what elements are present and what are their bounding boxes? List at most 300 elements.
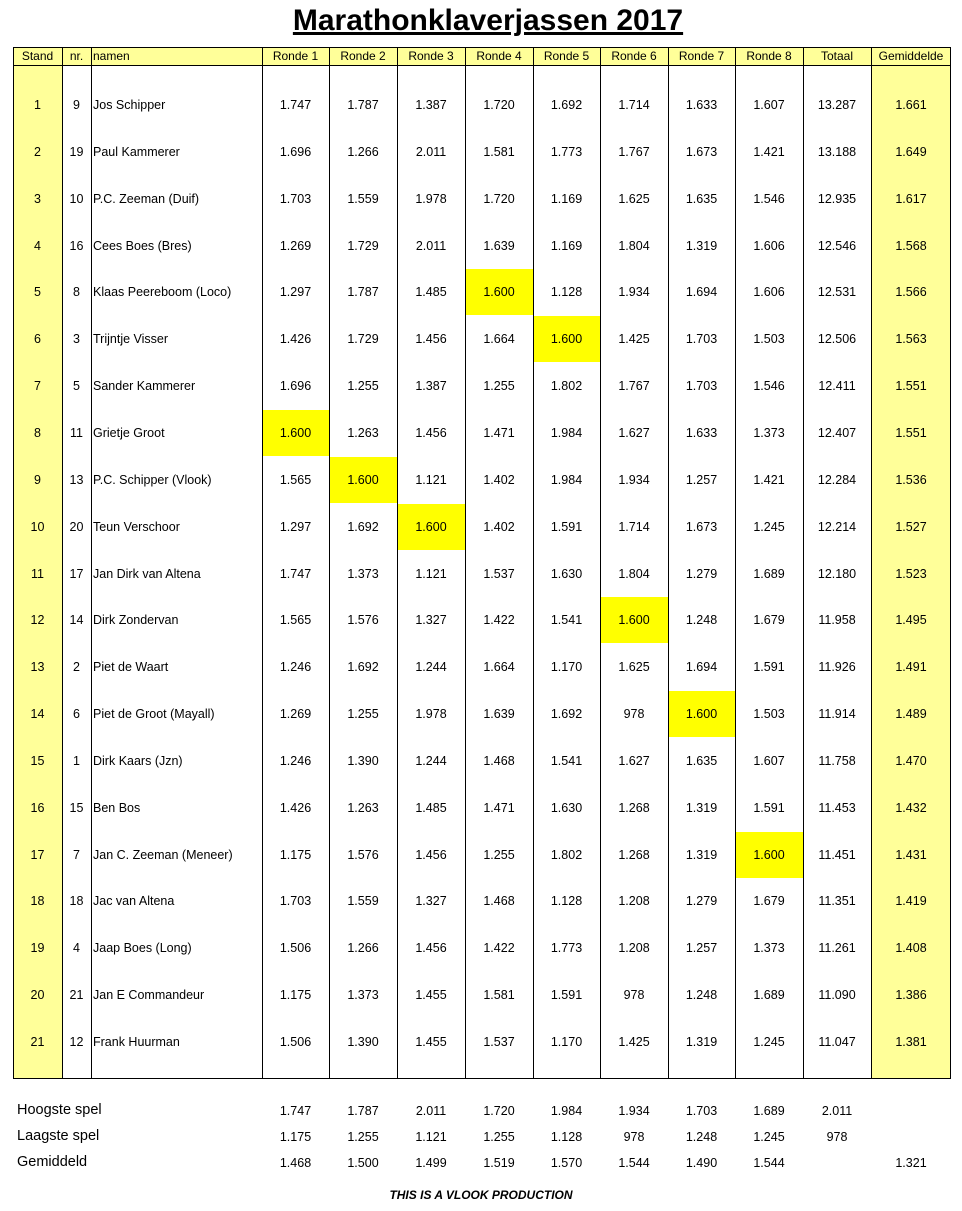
stand-cell: 17 [30,847,45,862]
round-4-cell: 1.581 [483,144,515,159]
round-4-cell: 1.402 [483,472,515,487]
round-1-cell: 1.426 [279,332,312,347]
total-cell: 12.411 [818,379,856,394]
round-5-cell: 1.541 [550,753,583,768]
name-cell: Klaas Peereboom (Loco) [93,285,232,300]
round-1-cell: 1.696 [279,379,312,394]
stand-cell: 5 [34,285,41,300]
highest-score-row-value: 1.787 [347,1104,379,1118]
average-row-value: 1.519 [483,1156,515,1170]
average-cell: 1.495 [895,613,927,628]
round-4-cell: 1.255 [483,847,515,862]
average-row-value: 1.570 [550,1156,583,1170]
round-7-cell: 1.319 [685,800,718,815]
nr-cell: 17 [69,566,84,581]
round-5-cell: 1.591 [550,988,583,1003]
name-cell: Jac van Altena [93,894,175,909]
round-3-cell: 1.455 [415,1035,447,1049]
round-8-cell: 1.503 [753,332,785,347]
round-4-cell: 1.468 [483,753,515,768]
lowest-score-row-label: Laagste spel [17,1128,100,1144]
column-header: Ronde 2 [340,49,386,63]
round-4-cell: 1.664 [483,660,515,675]
name-cell: Grietje Groot [93,425,165,440]
round-5-cell: 1.128 [550,285,583,300]
round-4-cell: 1.422 [483,941,515,956]
round-4-cell: 1.402 [483,519,515,534]
round-2-cell: 1.390 [347,753,379,768]
name-cell: Teun Verschoor [93,519,180,534]
name-cell: Ben Bos [93,800,141,815]
round-5-cell: 1.169 [550,238,583,253]
round-5-cell: 1.170 [550,1035,583,1049]
round-4-cell: 1.581 [483,988,515,1003]
round-1-cell: 1.175 [279,988,312,1003]
total-cell: 13.287 [817,98,857,112]
round-3-cell: 2.011 [415,144,447,159]
average-row-value: 1.500 [347,1156,379,1170]
column-divider [871,47,872,1079]
total-cell: 11.958 [818,613,856,628]
round-1-cell: 1.506 [279,1035,312,1049]
name-cell: Paul Kammerer [93,144,180,159]
column-header: Stand [21,49,54,63]
column-divider [668,47,669,1079]
round-3-cell: 1.121 [415,472,447,487]
nr-cell: 3 [73,332,80,347]
round-4-cell: 1.600 [483,285,515,300]
name-cell: Cees Boes (Bres) [93,238,192,253]
round-4-cell: 1.537 [483,1035,515,1049]
round-6-cell: 1.627 [618,753,650,768]
average-cell: 1.386 [895,988,927,1003]
column-divider [62,47,63,1079]
round-1-cell: 1.565 [279,613,312,628]
round-5-cell: 1.630 [550,566,583,581]
round-2-cell: 1.263 [347,800,379,815]
lowest-score-row-value: 978 [826,1130,848,1144]
round-1-cell: 1.426 [279,800,312,815]
stand-cell: 13 [30,660,45,675]
round-2-cell: 1.692 [347,519,379,534]
column-divider [803,47,804,1079]
column-divider [397,47,398,1079]
round-3-cell: 1.978 [415,191,447,206]
round-7-cell: 1.673 [685,519,718,534]
round-6-cell: 1.268 [618,800,650,815]
round-6-cell: 1.804 [618,566,650,581]
round-8-cell: 1.689 [753,566,785,581]
average-cell: 1.661 [895,98,927,112]
round-3-cell: 1.327 [415,894,447,909]
round-3-cell: 1.456 [415,332,447,347]
average-cell: 1.617 [895,191,927,206]
round-8-cell: 1.689 [753,988,785,1003]
round-6-cell: 978 [623,988,645,1003]
name-cell: Dirk Zondervan [93,613,179,628]
round-6-cell: 978 [623,707,645,722]
round-1-cell: 1.175 [279,847,312,862]
average-row-value: 1.499 [415,1156,447,1170]
average-row-value: 1.544 [618,1156,650,1170]
average-cell: 1.489 [895,707,927,722]
average-row-value: 1.468 [279,1156,312,1170]
round-7-cell: 1.248 [685,613,718,628]
total-cell: 11.090 [818,988,856,1003]
column-header: Ronde 3 [408,49,454,63]
round-8-cell: 1.421 [753,144,785,159]
round-6-cell: 1.767 [618,379,650,394]
round-3-cell: 1.485 [415,285,447,300]
stand-cell: 1 [34,98,41,112]
total-cell: 12.506 [817,332,857,347]
average-row-label: Gemiddeld [17,1154,88,1170]
round-1-cell: 1.246 [279,660,312,675]
average-cell: 1.551 [895,379,927,394]
total-cell: 11.758 [818,753,856,768]
round-1-cell: 1.703 [279,894,312,909]
round-5-cell: 1.773 [550,941,583,956]
round-3-cell: 1.455 [415,988,447,1003]
average-cell: 1.431 [895,847,927,862]
nr-cell: 20 [69,519,84,534]
round-6-cell: 1.600 [618,613,650,628]
average-cell: 1.563 [895,332,927,347]
round-1-cell: 1.246 [279,753,312,768]
round-4-cell: 1.471 [483,800,515,815]
total-cell: 11.914 [818,707,856,722]
average-cell: 1.523 [895,566,927,581]
round-7-cell: 1.673 [685,144,718,159]
column-header: Ronde 4 [476,49,522,63]
average-cell: 1.551 [895,425,927,440]
name-cell: Piet de Groot (Mayall) [93,707,215,722]
average-cell: 1.408 [895,941,927,956]
highest-score-row-value: 1.720 [483,1104,515,1118]
round-8-cell: 1.373 [753,941,785,956]
column-divider [91,47,92,1079]
round-8-cell: 1.606 [753,285,785,300]
round-8-cell: 1.679 [753,613,785,628]
round-2-cell: 1.787 [347,285,379,300]
round-5-cell: 1.128 [550,894,583,909]
total-cell: 12.180 [817,566,857,581]
round-7-cell: 1.319 [685,1035,718,1049]
stand-cell: 8 [34,425,41,440]
round-8-cell: 1.591 [753,800,785,815]
round-4-cell: 1.720 [483,98,515,112]
column-divider [533,47,534,1079]
round-2-cell: 1.373 [347,566,379,581]
round-5-cell: 1.169 [550,191,583,206]
name-cell: Dirk Kaars (Jzn) [93,753,183,768]
column-header: Ronde 5 [543,49,590,63]
stand-cell: 12 [30,613,45,628]
stand-cell: 4 [34,238,41,253]
average-row-value: 1.544 [753,1156,785,1170]
round-7-cell: 1.635 [685,191,718,206]
round-2-cell: 1.692 [347,660,379,675]
highest-score-row-value: 1.703 [685,1104,718,1118]
round-6-cell: 1.767 [618,144,650,159]
round-2-cell: 1.263 [347,425,379,440]
column-header: namen [93,49,130,63]
round-3-cell: 1.244 [415,660,447,675]
column-divider [13,47,14,1079]
row-divider [13,65,951,66]
round-7-cell: 1.319 [685,847,718,862]
round-8-cell: 1.607 [753,753,785,768]
round-2-cell: 1.266 [347,144,379,159]
round-6-cell: 1.804 [618,238,650,253]
round-7-cell: 1.600 [685,707,718,722]
round-3-cell: 1.327 [415,613,447,628]
nr-cell: 19 [69,144,84,159]
stand-cell: 20 [30,988,45,1003]
nr-cell: 1 [73,753,80,768]
round-5-cell: 1.984 [550,472,583,487]
round-1-cell: 1.269 [279,238,312,253]
round-1-cell: 1.747 [279,566,312,581]
name-cell: Jan E Commandeur [93,988,205,1003]
highest-score-row-value: 2.011 [821,1104,853,1118]
nr-cell: 16 [69,238,84,253]
round-5-cell: 1.600 [550,332,583,347]
average-row-value: 1.321 [895,1156,927,1170]
highest-score-row-label: Hoogste spel [17,1102,102,1118]
round-5-cell: 1.802 [550,379,583,394]
round-8-cell: 1.245 [753,519,785,534]
round-8-cell: 1.245 [753,1035,785,1049]
column-divider [600,47,601,1079]
round-2-cell: 1.729 [347,238,379,253]
stand-cell: 15 [30,753,45,768]
stand-cell: 21 [30,1035,45,1049]
average-cell: 1.649 [895,144,927,159]
total-cell: 12.531 [817,285,857,300]
average-row-value: 1.490 [685,1156,718,1170]
total-cell: 12.284 [817,472,857,487]
nr-cell: 4 [73,941,80,956]
nr-cell: 5 [73,379,80,394]
round-2-cell: 1.729 [347,332,379,347]
nr-cell: 8 [73,285,80,300]
stand-cell: 2 [34,144,41,159]
column-divider [329,47,330,1079]
round-2-cell: 1.266 [347,941,379,956]
round-8-cell: 1.373 [753,425,785,440]
round-8-cell: 1.503 [753,707,785,722]
lowest-score-row-value: 1.128 [550,1130,583,1144]
lowest-score-row-value: 1.175 [279,1130,312,1144]
nr-cell: 2 [73,660,80,675]
round-3-cell: 1.456 [415,425,447,440]
lowest-score-row-value: 1.255 [347,1130,379,1144]
name-cell: Jaap Boes (Long) [93,941,192,956]
round-7-cell: 1.248 [685,988,718,1003]
average-cell: 1.527 [895,519,927,534]
round-3-cell: 1.387 [415,379,447,394]
round-5-cell: 1.692 [550,98,583,112]
round-7-cell: 1.257 [685,941,718,956]
round-8-cell: 1.421 [753,472,785,487]
stand-cell: 9 [34,472,41,487]
round-1-cell: 1.297 [279,285,312,300]
round-1-cell: 1.703 [279,191,312,206]
round-4-cell: 1.639 [483,238,515,253]
round-6-cell: 1.425 [618,332,650,347]
round-3-cell: 1.244 [415,753,447,768]
round-5-cell: 1.591 [550,519,583,534]
round-3-cell: 1.485 [415,800,447,815]
row-divider [13,47,951,48]
total-cell: 11.451 [818,847,856,862]
round-7-cell: 1.694 [685,285,718,300]
average-cell: 1.381 [895,1035,927,1049]
total-cell: 12.546 [817,238,857,253]
round-2-cell: 1.373 [347,988,379,1003]
round-4-cell: 1.471 [483,425,515,440]
stand-cell: 3 [34,191,41,206]
round-6-cell: 1.625 [618,191,650,206]
name-cell: Jan C. Zeeman (Meneer) [93,847,233,862]
stand-cell: 19 [30,941,45,956]
nr-cell: 13 [69,472,84,487]
total-cell: 11.351 [818,894,856,909]
round-2-cell: 1.600 [347,472,379,487]
column-divider [950,47,951,1079]
round-6-cell: 1.934 [618,472,650,487]
round-1-cell: 1.297 [279,519,312,534]
round-5-cell: 1.692 [550,707,583,722]
stand-cell: 10 [30,519,45,534]
round-7-cell: 1.694 [685,660,718,675]
average-cell: 1.566 [895,285,927,300]
stand-cell: 11 [31,566,44,581]
round-1-cell: 1.269 [279,707,312,722]
round-1-cell: 1.565 [279,472,312,487]
nr-cell: 15 [69,800,84,815]
round-1-cell: 1.696 [279,144,312,159]
results-table [13,47,951,1079]
credit-text: THIS IS A VLOOK PRODUCTION [389,1188,573,1202]
round-8-cell: 1.606 [753,238,785,253]
round-5-cell: 1.773 [550,144,583,159]
lowest-score-row-value: 1.248 [685,1130,718,1144]
lowest-score-row-value: 1.121 [415,1130,447,1144]
round-4-cell: 1.639 [483,707,515,722]
lowest-score-row-value: 978 [623,1130,645,1144]
name-cell: Piet de Waart [93,660,169,675]
round-3-cell: 1.978 [415,707,447,722]
round-1-cell: 1.506 [279,941,312,956]
round-7-cell: 1.633 [685,98,718,112]
total-cell: 11.047 [818,1035,856,1049]
round-3-cell: 1.456 [415,847,447,862]
round-2-cell: 1.559 [347,191,379,206]
column-header: Totaal [820,49,854,63]
highest-score-row-value: 2.011 [415,1104,447,1118]
average-cell: 1.536 [895,472,927,487]
highest-score-row-value: 1.689 [753,1104,785,1118]
round-8-cell: 1.679 [753,894,785,909]
name-cell: Jos Schipper [93,98,166,112]
round-5-cell: 1.630 [550,800,583,815]
round-6-cell: 1.627 [618,425,650,440]
nr-cell: 18 [69,894,84,909]
average-cell: 1.419 [895,894,927,909]
stand-cell: 18 [30,894,45,909]
column-divider [465,47,466,1079]
round-3-cell: 1.600 [415,519,447,534]
column-header: Ronde 8 [746,49,792,63]
nr-cell: 11 [70,425,83,440]
nr-cell: 10 [69,191,84,206]
round-6-cell: 1.208 [618,894,650,909]
round-5-cell: 1.802 [550,847,583,862]
round-7-cell: 1.257 [685,472,718,487]
stand-cell: 6 [34,332,41,347]
round-7-cell: 1.319 [685,238,718,253]
round-2-cell: 1.390 [347,1035,379,1049]
name-cell: P.C. Schipper (Vlook) [93,472,212,487]
round-6-cell: 1.714 [618,519,650,534]
round-4-cell: 1.664 [483,332,515,347]
column-divider [735,47,736,1079]
round-2-cell: 1.255 [347,707,379,722]
round-2-cell: 1.787 [347,98,379,112]
name-cell: Trijntje Visser [93,332,169,347]
round-7-cell: 1.279 [685,894,718,909]
nr-cell: 12 [69,1035,84,1049]
round-8-cell: 1.607 [753,98,785,112]
round-3-cell: 1.456 [415,941,447,956]
round-3-cell: 1.387 [415,98,447,112]
average-cell: 1.568 [895,238,927,253]
total-cell: 12.214 [817,519,857,534]
page-title: Marathonklaverjassen 2017 [292,4,684,37]
column-header: Ronde 1 [272,49,319,63]
round-6-cell: 1.625 [618,660,650,675]
round-4-cell: 1.255 [483,379,515,394]
total-cell: 13.188 [817,144,857,159]
round-8-cell: 1.591 [753,660,785,675]
round-5-cell: 1.984 [550,425,583,440]
lowest-score-row-value: 1.255 [483,1130,515,1144]
round-6-cell: 1.934 [618,285,650,300]
round-4-cell: 1.720 [483,191,515,206]
average-cell: 1.491 [895,660,927,675]
total-cell: 12.407 [817,425,857,440]
round-2-cell: 1.559 [347,894,379,909]
round-2-cell: 1.576 [347,613,379,628]
stand-cell: 16 [30,800,45,815]
total-cell: 12.935 [817,191,857,206]
average-cell: 1.470 [895,753,927,768]
stand-cell: 7 [34,379,41,394]
total-cell: 11.261 [818,941,856,956]
round-4-cell: 1.537 [483,566,515,581]
nr-cell: 7 [73,847,80,862]
nr-cell: 21 [69,988,84,1003]
column-header: Ronde 7 [678,49,725,63]
round-8-cell: 1.600 [753,847,785,862]
nr-cell: 14 [69,613,84,628]
nr-cell: 6 [73,707,80,722]
round-5-cell: 1.170 [550,660,583,675]
round-6-cell: 1.208 [618,941,650,956]
name-cell: Frank Huurman [93,1035,180,1049]
